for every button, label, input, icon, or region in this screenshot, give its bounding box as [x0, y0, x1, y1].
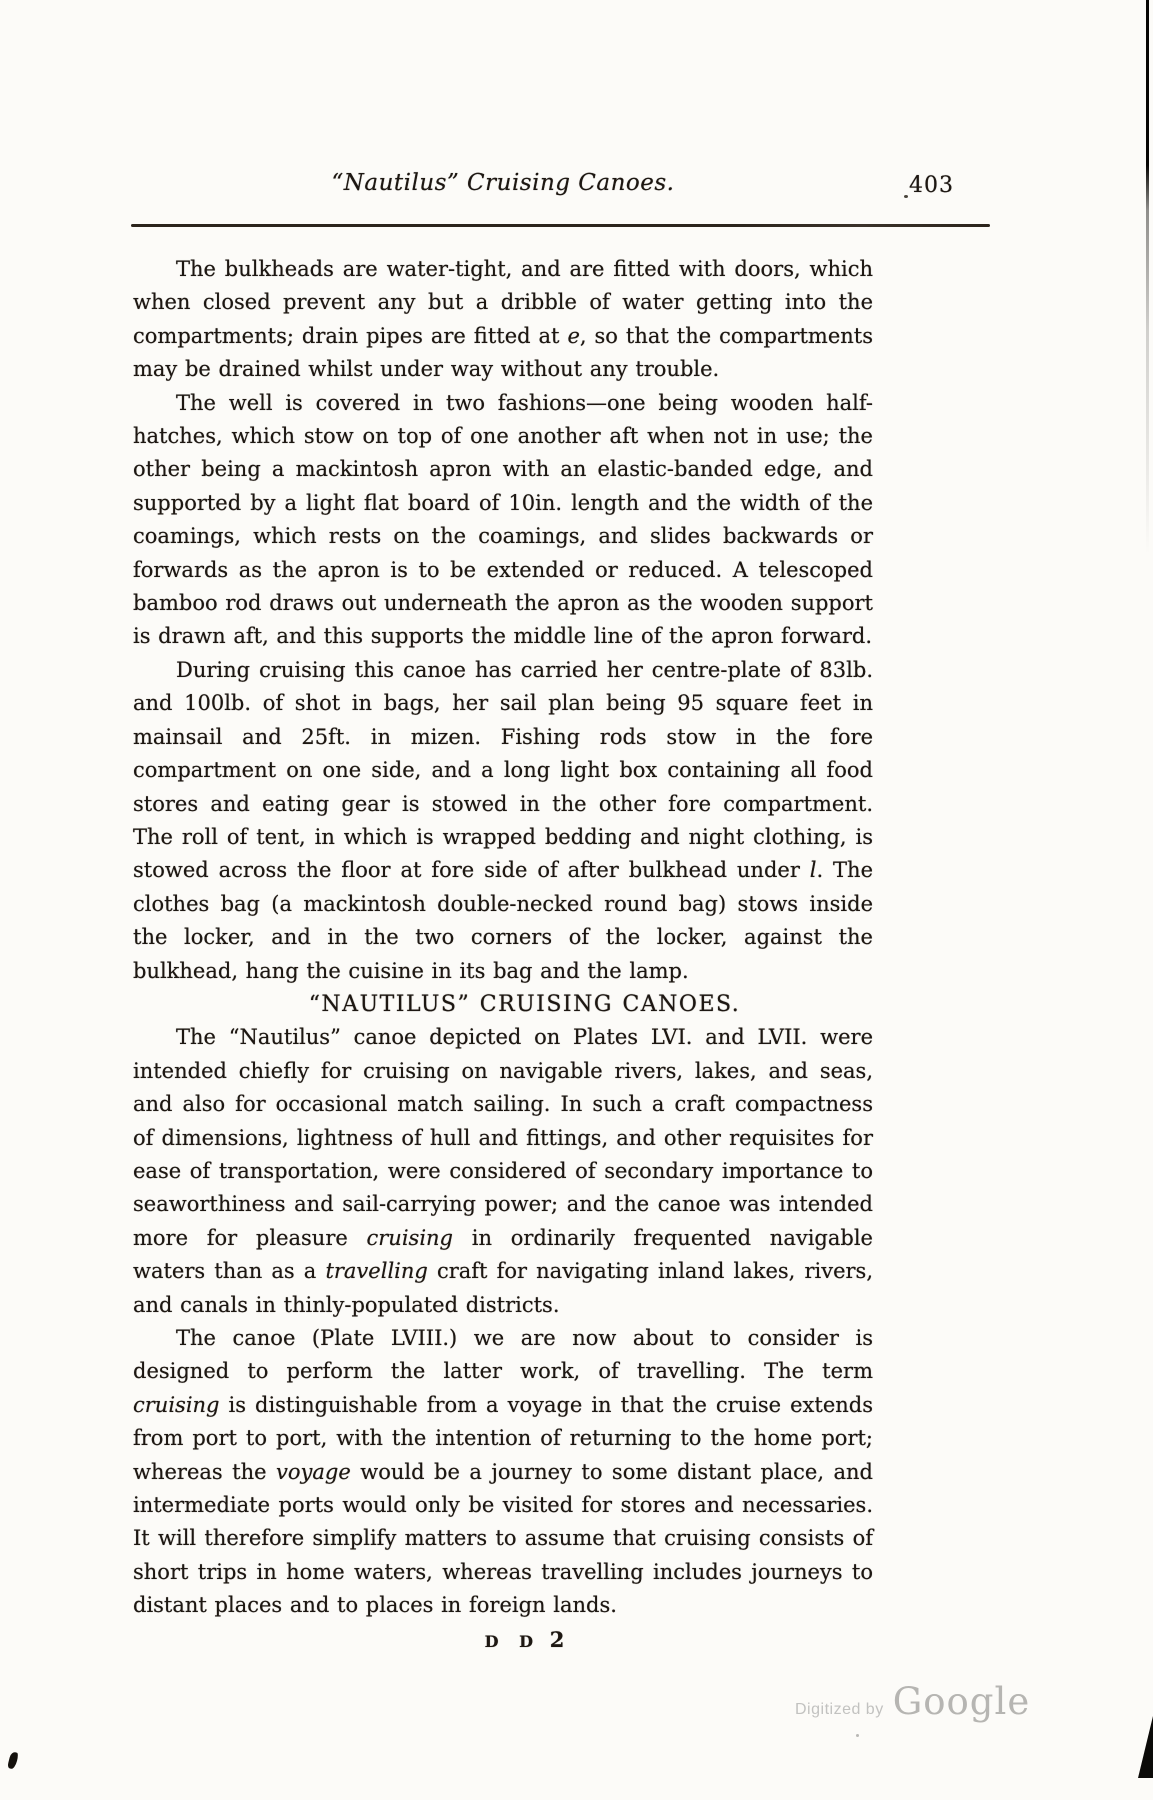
paragraph-nautilus-plates: The “Nautilus” canoe depicted on Plates LVI. and LVII. were intended chiefly for cruising on navigable rivers, lakes, and seas, and also for occasional match sailing. In such a craft compactness of dimensions, lightness of hull and fittings, and other requisites for ease of transportation, were considered of secondary importance to seaworthiness and sail-carrying power; and the canoe was intended more for pleasure cruising in ordinarily frequented navigable waters than as a travelling craft for navigating inland lakes, rivers, and canals in thinly-populated districts. — [133, 1025, 873, 1317]
page-body — [133, 253, 873, 1658]
watermark-prefix: Digitized by — [795, 1701, 884, 1718]
paragraph-cruising-stowage: During cruising this canoe has carried her centre-plate of 83lb. and 100lb. of shot in bags, her sail plan being 95 square feet in mainsail and 25ft. in mizen. Fishing rods stow in the fore compartment on one side, and a long light box containing all food stores and eating gear is stowed in the other fore compartment. The roll of tent, in which is wrapped bedding and night clothing, is stowed across the floor at fore side of after bulkhead under l. The clothes bag (a mackintosh double-necked round bag) stows inside the locker, and in the two corners of the locker, against the bulkhead, hang the cuisine in its bag and the lamp. — [133, 657, 874, 983]
section-heading: “NAUTILUS” CRUISING CANOES. — [308, 991, 741, 1017]
paragraph-bulkheads: The bulkheads are water-tight, and are fitted with doors, which when closed prevent any but a dribble of water getting into the compartments; drain pipes are fitted at e, so that the compartments may be drained whilst under way without any trouble. — [133, 257, 873, 382]
running-head-title: “Nautilus” Cruising Canoes. — [331, 170, 675, 196]
google-logo: Google — [892, 1680, 1031, 1723]
scan-artifact-ink-mark — [7, 1751, 19, 1769]
paragraph-plate-lviii: The canoe (Plate LVIII.) we are now about to consider is designed to perform the latter work, of travelling. The term cruising is distinguishable from a voyage in that the cruise extends from port to port, with the intention of returning to the home port; whereas the voyage would be a journey to some distant place, and intermediate ports would only be visited for stores and necessaries. It will therefore simplify matters to assume that cruising consists of short trips in home waters, whereas travelling includes journeys to distant places and to places in foreign lands. — [133, 1326, 873, 1618]
signature-letters: D D — [484, 1631, 540, 1651]
google-watermark — [795, 1680, 1030, 1723]
scan-artifact-corner-wedge — [1138, 1716, 1153, 1778]
page-number: 403 — [909, 173, 954, 198]
ink-speck — [856, 1734, 859, 1737]
signature-number: 2 — [549, 1626, 565, 1652]
paragraph-well-cover: The well is covered in two fashions—one being wooden half-hatches, which stow on top of one another aft when not in use; the other being a mackintosh apron with an elastic-banded edge, and supported by a light flat board of 10in. length and the width of the coamings, which rests on the coamings, and slides backwards or forwards as the apron is to be extended or reduced. A telescoped bamboo rod draws out underneath the apron as the wooden support is drawn aft, and this supports the middle line of the apron forward. — [133, 390, 873, 649]
scan-artifact-edge-line — [1146, 0, 1149, 560]
header-rule — [131, 224, 990, 227]
signature-mark — [133, 1623, 873, 1658]
ink-speck — [904, 195, 908, 198]
